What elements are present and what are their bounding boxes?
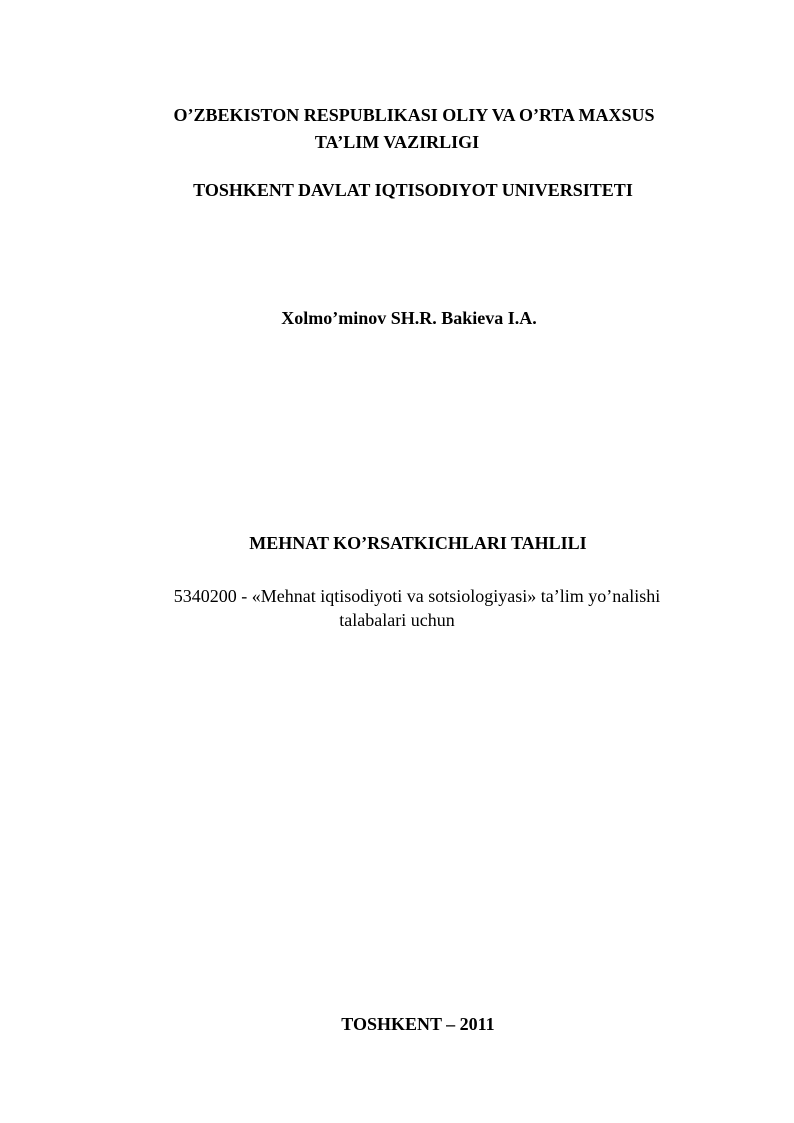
subtitle-line-2: talabalari uchun — [339, 610, 455, 630]
document-title: MEHNAT KO’RSATKICHLARI TAHLILI — [249, 533, 587, 553]
ministry-name-line-2: TA’LIM VAZIRLIGI — [314, 132, 480, 152]
subtitle-line-1: 5340200 - «Mehnat iqtisodiyoti va sotsiologiyasi» ta’lim yo’nalishi — [173, 586, 661, 606]
place-and-year: TOSHKENT – 2011 — [341, 1014, 495, 1034]
ministry-name-line-1: O’ZBEKISTON RESPUBLIKASI OLIY VA O’RTA MAXSUS — [173, 105, 655, 125]
university-name: TOSHKENT DAVLAT IQTISODIYOT UNIVERSITETI — [193, 180, 633, 200]
authors: Xolmo’minov SH.R. Bakieva I.A. — [281, 308, 537, 328]
